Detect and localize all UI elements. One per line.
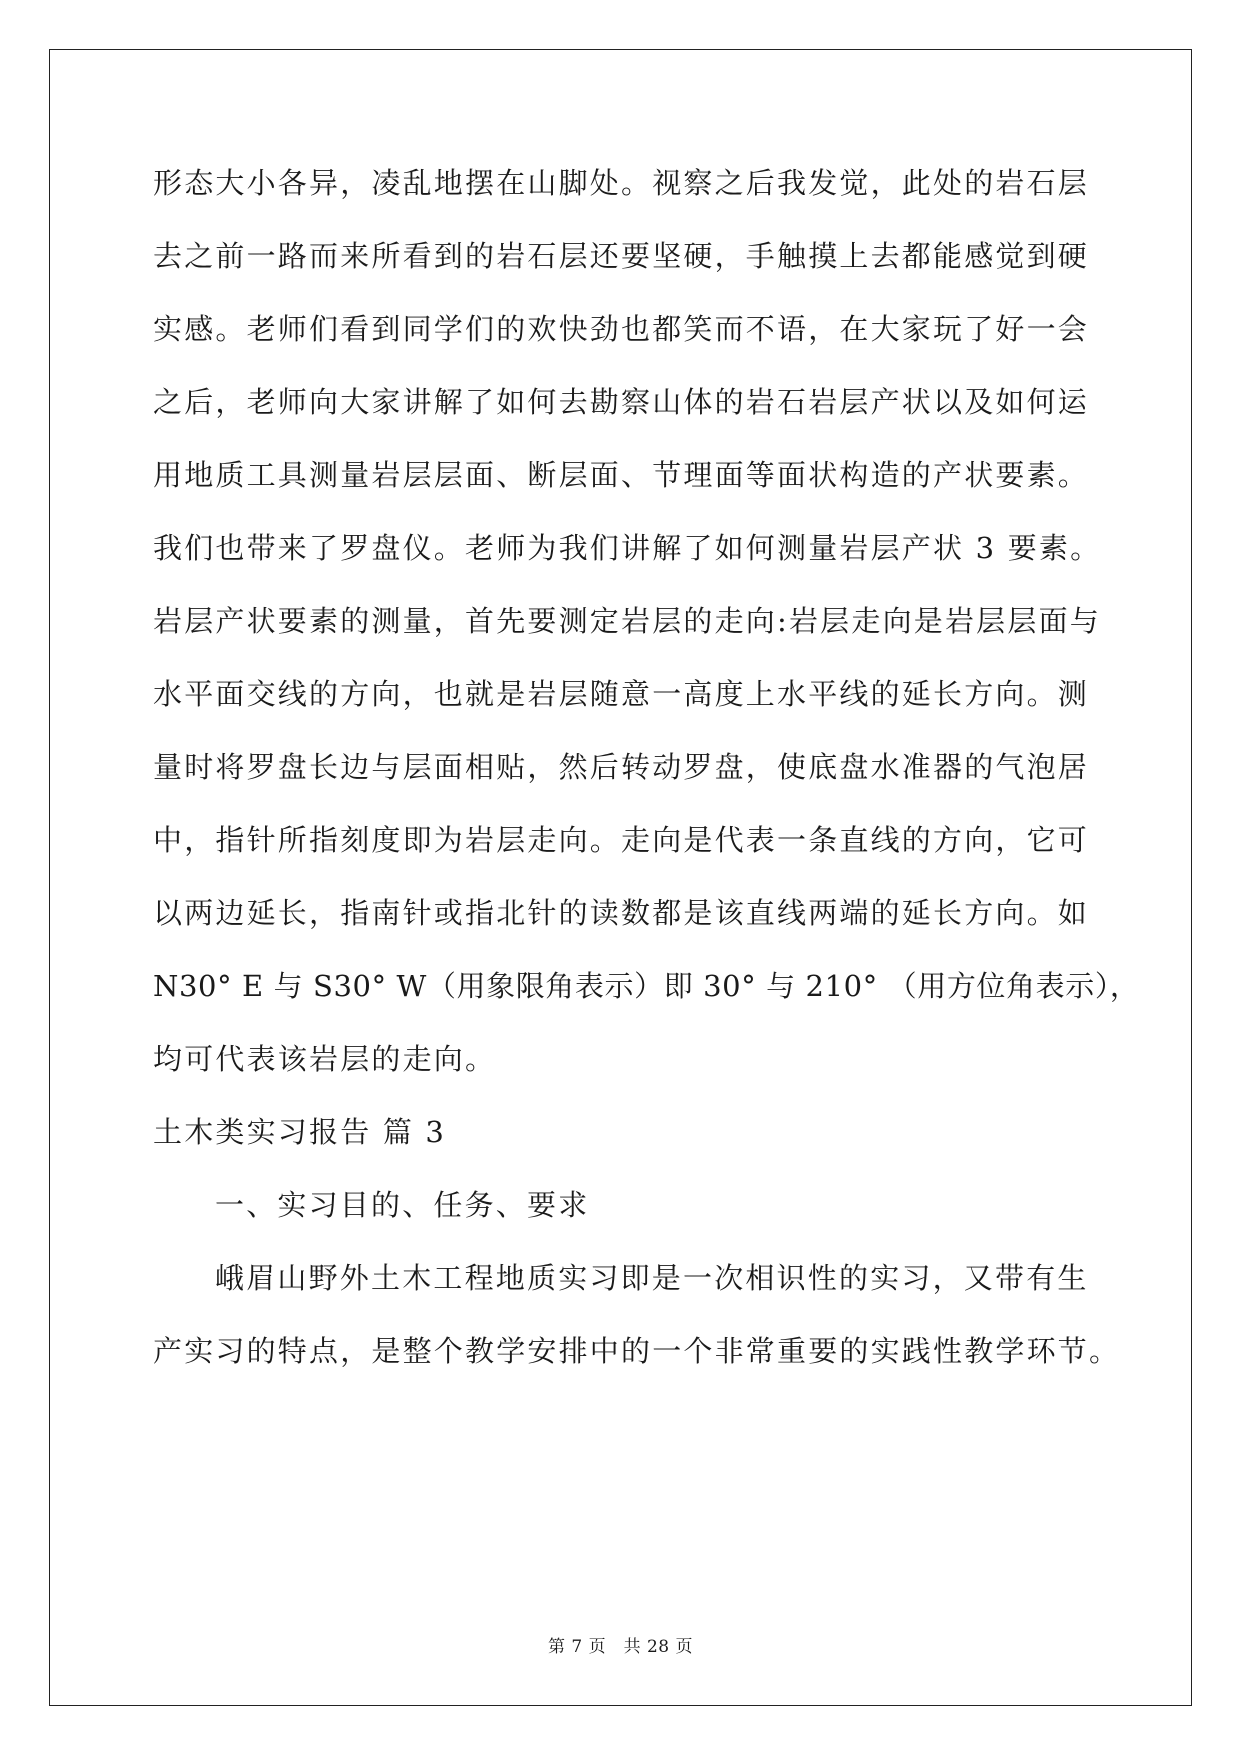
paragraph-line: 去之前一路而来所看到的岩石层还要坚硬，手触摸上去都能感觉到硬 [153,239,1090,273]
paragraph-line: 水平面交线的方向，也就是岩层随意一高度上水平线的延长方向。测 [153,677,1090,711]
page-number-footer: 第 7 页 共 28 页 [547,1637,694,1657]
subsection-heading: 一、实习目的、任务、要求 [215,1188,590,1222]
page-border [49,49,1192,1706]
paragraph-line: 岩层产状要素的测量，首先要测定岩层的走向:岩层走向是岩层层面与 [153,604,1101,638]
paragraph-line: 量时将罗盘长边与层面相贴，然后转动罗盘，使底盘水准器的气泡居 [153,750,1090,784]
paragraph-line: 均可代表该岩层的走向。 [153,1042,497,1076]
paragraph-line: 产实习的特点，是整个教学安排中的一个非常重要的实践性教学环节。 [153,1334,1121,1368]
paragraph-line: 峨眉山野外土木工程地质实习即是一次相识性的实习，又带有生 [215,1261,1089,1295]
paragraph-line: 形态大小各异，凌乱地摆在山脚处。视察之后我发觉，此处的岩石层 [153,166,1090,200]
paragraph-line: 用地质工具测量岩层层面、断层面、节理面等面状构造的产状要素。 [153,458,1090,492]
paragraph-line: 以两边延长，指南针或指北针的读数都是该直线两端的延长方向。如 [153,896,1090,930]
section-heading: 土木类实习报告 篇 3 [153,1115,447,1149]
paragraph-line: 中，指针所指刻度即为岩层走向。走向是代表一条直线的方向，它可 [153,823,1090,857]
paragraph-line: 之后，老师向大家讲解了如何去勘察山体的岩石岩层产状以及如何运 [153,385,1090,419]
paragraph-line: N30° E 与 S30° W（用象限角表示）即 30° 与 210° （用方位角表示）， [153,969,1140,1003]
paragraph-line: 我们也带来了罗盘仪。老师为我们讲解了如何测量岩层产状 3 要素。 [153,531,1102,565]
paragraph-line: 实感。老师们看到同学们的欢快劲也都笑而不语，在大家玩了好一会 [153,312,1090,346]
